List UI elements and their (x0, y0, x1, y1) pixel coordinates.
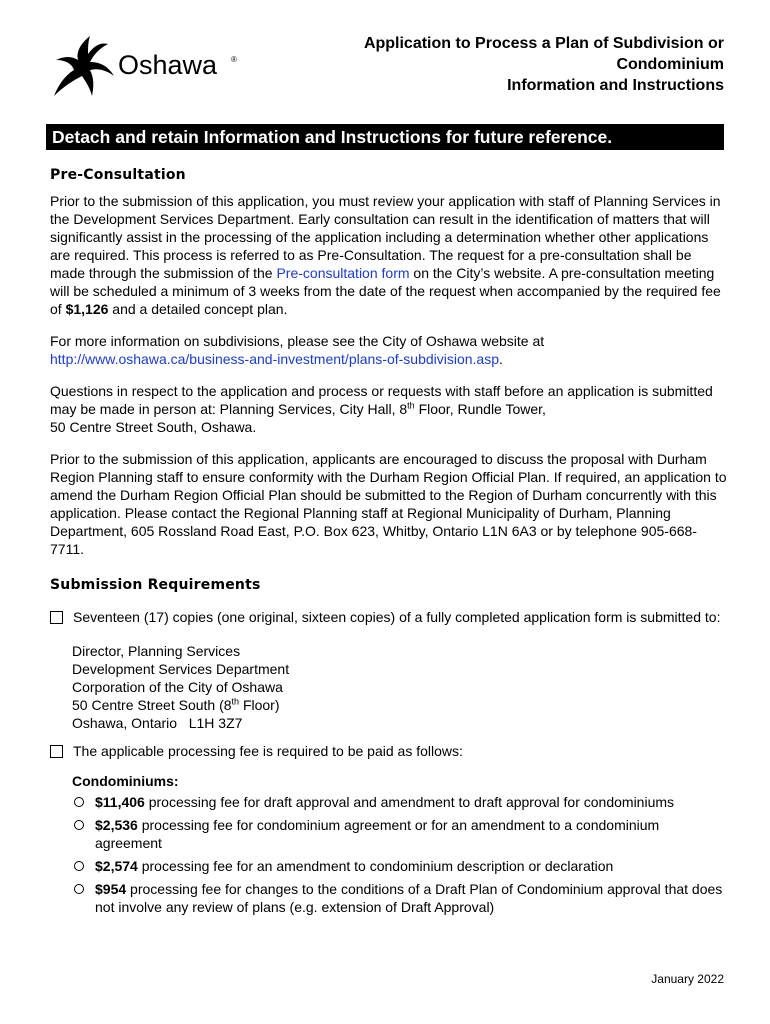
preconsultation-form-link[interactable]: Pre-consultation form (276, 265, 410, 281)
fee-item (72, 816, 730, 852)
fee-description: processing fee for changes to the conditions of a Draft Plan of Condominium approval that does not involve any review of plans (e.g. extension of Draft Approval) (95, 881, 723, 915)
superscript: th (407, 400, 415, 411)
fee-item (72, 857, 730, 875)
text-run: Prior to the submission of this application, you must review your application with staff of Planning Services in the Development Services Department. Early consultation can result in the identification of matters that will significantly assist in the processing of the application including a determination whether other applications are required. This process is referred to as Pre-Consultation. The request for a pre-consultation shall be made through the submission of the (50, 193, 721, 281)
address-line (72, 696, 730, 714)
condominium-fee-list (72, 793, 730, 916)
bullet-circle-icon (74, 797, 84, 807)
fee-amount: $2,536 (95, 817, 138, 833)
superscript: th (231, 696, 240, 707)
preconsult-fee: $1,126 (65, 301, 109, 317)
oshawa-swirl-icon (50, 30, 250, 100)
submission-requirements-heading: Submission Requirements (50, 577, 261, 593)
fee-description: processing fee for an amendment to condominium description or declaration (137, 858, 614, 874)
address-line: Corporation of the City of Oshawa (72, 679, 283, 695)
text-run: Questions in respect to the application and process or requests with staff before an application is submitted may be made in person at: Planning Services, City Hall, 8 (50, 383, 713, 417)
oshawa-logo (50, 30, 250, 100)
subdivisions-website-link[interactable]: http://www.oshawa.ca/business-and-investment/plans-of-subdivision.asp (50, 351, 500, 367)
mailing-address (72, 642, 730, 732)
fee-amount: $11,406 (95, 794, 145, 810)
checklist-item-fee (50, 742, 730, 760)
text-run: and a detailed concept plan. (108, 301, 288, 317)
address-line: Development Services Department (72, 661, 290, 677)
checklist-item-text: Seventeen (17) copies (one original, sixteen copies) of a fully completed application form is submitted to: (73, 609, 721, 625)
bullet-circle-icon (74, 884, 84, 894)
bullet-circle-icon (74, 861, 84, 871)
text-run: on the City’s website. A pre-consultation meeting will be scheduled a minimum of 3 weeks from the date of the request when accompanied by the required fee of (50, 265, 721, 317)
fee-description: processing fee for draft approval and amendment to draft approval for condominiums (144, 794, 675, 810)
checklist-item-text: The applicable processing fee is required to be paid as follows: (73, 743, 463, 759)
fee-item (72, 793, 730, 811)
checkbox[interactable] (50, 745, 63, 758)
fee-amount: $2,574 (95, 858, 138, 874)
durham-region-paragraph: Prior to the submission of this application, applicants are encouraged to discuss the proposal with Durham Region Planning staff to ensure conformity with the Durham Region Official Plan. If required, an application to amend the Durham Region Official Plan should be submitted to the Region of Durham concurrently with this application. Please contact the Regional Planning staff at Regional Municipality of Durham, Planning Department, 605 Rossland Road East, P.O. Box 623, Whitby, Ontario L1N 6A3 or by telephone 905-668-7711. (50, 451, 727, 557)
text-run: Floor) (239, 697, 280, 713)
checklist-item-copies (50, 608, 730, 626)
condominiums-heading: Condominiums: (72, 773, 179, 789)
text-run: Floor, Rundle Tower, (414, 401, 546, 417)
title-line-1: Application to Process a Plan of Subdivision or (363, 35, 724, 52)
more-info-paragraph (50, 332, 730, 368)
questions-paragraph (50, 382, 730, 436)
logo-registered-mark: ® (231, 55, 237, 64)
detach-banner: Detach and retain Information and Instructions for future reference. (46, 124, 724, 150)
title-line-3: Information and Instructions (507, 77, 724, 94)
document-title (364, 33, 724, 96)
preconsultation-paragraph (50, 192, 730, 318)
logo-text: Oshawa (118, 50, 218, 80)
text-run: . (499, 351, 503, 367)
fee-amount: $954 (95, 881, 127, 897)
preconsultation-heading: Pre-Consultation (50, 167, 186, 183)
address-line: Oshawa, Ontario L1H 3Z7 (72, 715, 243, 731)
text-run: For more information on subdivisions, please see the City of Oshawa website at (50, 333, 545, 349)
title-line-2: Condominium (616, 56, 724, 73)
footer-date: January 2022 (651, 972, 724, 986)
text-run: 50 Centre Street South (8 (72, 697, 232, 713)
checkbox[interactable] (50, 611, 63, 624)
bullet-circle-icon (74, 820, 84, 830)
text-run: 50 Centre Street South, Oshawa. (50, 419, 257, 435)
fee-description: processing fee for condominium agreement or for an amendment to a condominium agreement (95, 817, 660, 851)
document-body (50, 166, 730, 921)
address-line: Director, Planning Services (72, 643, 241, 659)
fee-item (72, 880, 730, 916)
